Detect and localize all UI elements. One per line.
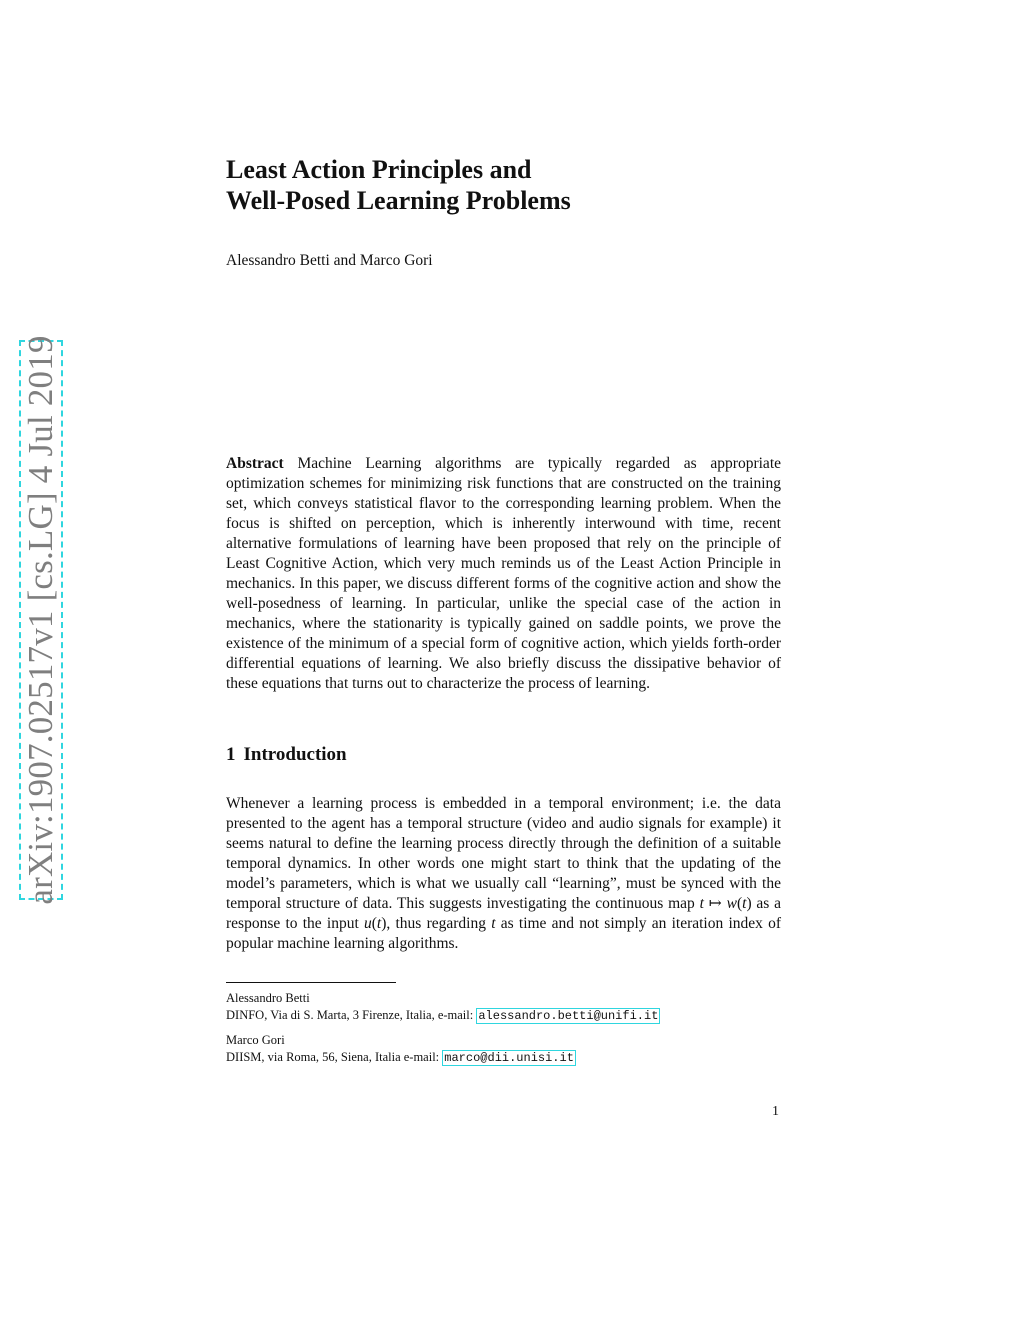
section-title: Introduction: [243, 744, 347, 765]
section-heading: [226, 744, 347, 766]
intro-paragraph: Whenever a learning process is embedded in a temporal environment; i.e. the data presented to the agent has a temporal structure (video and audio signals for example) it seems natural to define the learning process directly through the definition of a suitable temporal dynamics. In other words one might start to think that the updating of the model’s parameters, which is what we usually call “learning”, must be synced with the temporal structure of data. This suggests investigating the continuous map t ↦ w(t) as a response to the input u(t), thus regarding t as time and not simply an iteration index of popular machine learning algorithms.: [226, 795, 782, 952]
footnote-name: Alessandro Betti: [226, 991, 310, 1005]
math-u: u: [364, 915, 372, 932]
intro-text-3: , thus regarding: [386, 915, 486, 932]
email-link[interactable]: alessandro.betti@unifi.it: [478, 1009, 659, 1023]
paper-title: [226, 154, 571, 216]
author-list: Alessandro Betti and Marco Gori: [226, 252, 433, 269]
math-u-arg: t: [376, 915, 382, 932]
math-w-arg: t: [742, 895, 747, 912]
math-time-t: t: [491, 915, 496, 932]
footnote-name: Marco Gori: [226, 1033, 285, 1047]
title-line-2: Well-Posed Learning Problems: [226, 186, 571, 215]
footnote-affiliation-line: [226, 1049, 576, 1067]
footnote-affiliation-line: [226, 1007, 660, 1025]
abstract-text: Machine Learning algorithms are typically regarded as appropriate optimization schemes for minimizing risk functions that are constructed on the training set, which conveys statistical flavor to the corresponding learning problem. When the focus is shifted on perception, which is inherently interwound with time, recent alternative formulations of learning have been proposed that rely on the principle of Least Cognitive Action, which very much reminds us of the Least Action Principle in mechanics. In this paper, we discuss different forms of the cognitive action and show the well-posedness of learning. In particular, unlike the special case of the action in mechanics, where the stationarity is typically gained on saddle points, we prove the existence of the minimum of a special form of cognitive action, which yields forth-order differential equations of learning. We also briefly discuss the dissipative behavior of these equations that turns out to characterize the process of learning.: [226, 455, 781, 692]
abstract: [226, 454, 781, 694]
intro-text-4: as time and not simply an iteration index of popular machine learning algorithms.: [226, 915, 782, 952]
arxiv-stamp[interactable]: [19, 335, 63, 905]
intro-text-1: Whenever a learning process is embedded in a temporal environment; i.e. the data presented to the agent has a temporal structure (video and audio signals for example) it seems natural to define the learning process directly through the definition of a suitable temporal dynamics. In other words one might start to think that the updating of the model’s parameters, which is what we usually call “learning”, must be synced with the temporal structure of data. This suggests investigating the continuous map: [226, 795, 781, 912]
intro-text-2: as a response to the input: [226, 895, 782, 932]
title-line-1: Least Action Principles and: [226, 155, 532, 184]
math-w: w: [726, 895, 737, 912]
maps-to-symbol: ↦: [708, 895, 722, 912]
footnote-affiliation: DIISM, via Roma, 56, Siena, Italia e-mail:: [226, 1050, 440, 1064]
footnote-author-1: [226, 990, 660, 1025]
footnote-affiliation: DINFO, Via di S. Marta, 3 Firenze, Italia, e-mail:: [226, 1008, 474, 1022]
page-number: 1: [772, 1104, 779, 1119]
abstract-label: Abstract: [226, 455, 284, 472]
footnote-divider: [226, 982, 396, 983]
math-t: t: [699, 895, 704, 912]
arxiv-identifier: arXiv:1907.02517v1 [cs.LG] 4 Jul 2019: [21, 335, 60, 905]
email-link[interactable]: marco@dii.unisi.it: [444, 1051, 574, 1065]
section-number: 1: [226, 744, 236, 765]
footnote-author-2: [226, 1032, 576, 1067]
